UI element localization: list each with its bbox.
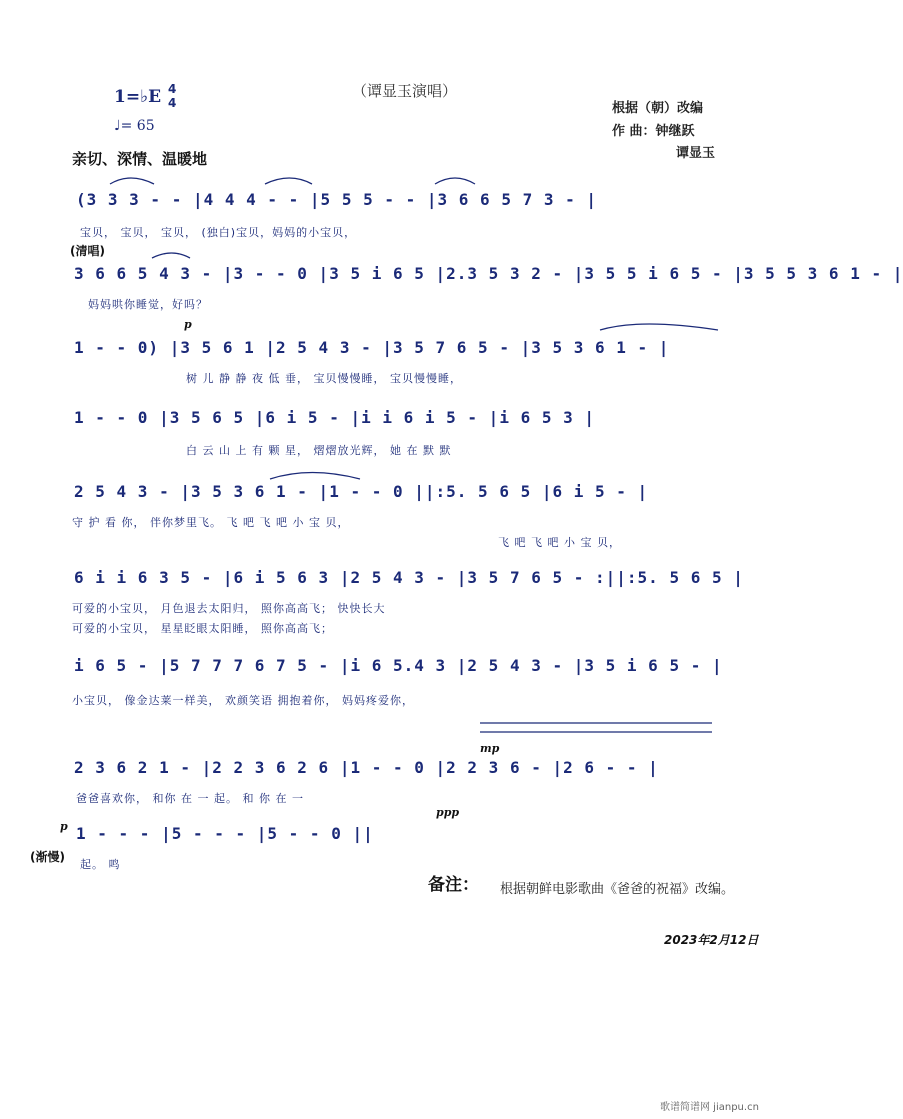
dynamic-p: p [184,318,192,331]
singer-credit: （谭显玉演唱） [352,82,458,100]
lyrics-row-5-verse-2: 飞 吧 飞 吧 小 宝 贝， [498,536,621,549]
meter-bottom: 4 [168,96,177,110]
notation-row-3: 1 - - 0) |3 5 6 1 |2 5 4 3 - |3 5 7 6 5 - |3 5 3 6 1 - | [74,338,670,357]
lyrics-row-3: 树 儿 静 静 夜 低 垂， 宝贝慢慢睡， 宝贝慢慢睡， [186,372,462,385]
dynamic-ppp: ppp [436,806,460,819]
notation-row-6: 6 i i 6 3 5 - |6 i 5 6 3 |2 5 4 3 - |3 5 7 6 5 - :||:5. 5 6 5 | [74,568,744,587]
ritardando-marking: (渐慢) [30,850,65,864]
lyrics-row-4: 白 云 山 上 有 颗 星， 熠熠放光辉， 她 在 默 默 [186,444,452,457]
slur [600,324,718,330]
notation-row-7: i 6 5 - |5 7 7 7 6 7 5 - |i 6 5.4 3 |2 5 4 3 - |3 5 i 6 5 - | [74,656,723,675]
lyrics-row-8: 爸爸喜欢你， 和你 在 一 起。 和 你 在 一 [76,792,304,805]
slur [270,473,360,480]
notation-row-2: 3 6 6 5 4 3 - |3 - - 0 |3 5 i 6 5 |2.3 5 3 2 - |3 5 5 i 6 5 - |3 5 5 3 6 1 - | [74,264,903,283]
lyrics-row-7: 小宝贝， 像金达莱一样美， 欢颜笑语 拥抱着你， 妈妈疼爱你， [72,694,414,707]
slur [152,253,190,258]
site-watermark: 歌谱简谱网 jianpu.cn [660,1102,759,1113]
section-marking: (清唱) [70,244,105,258]
dynamic-p-final: p [60,820,68,833]
key-signature: 1=♭E [114,87,162,107]
notation-row-5: 2 5 4 3 - |3 5 3 6 1 - |1 - - 0 ||:5. 5 6 5 |6 i 5 - | [74,482,649,501]
remark-text: 根据朝鲜电影歌曲《爸爸的祝福》改编。 [500,882,735,897]
lyrics-row-5: 守 护 看 你， 伴你梦里飞。 飞 吧 飞 吧 小 宝 贝， [72,516,350,529]
lyrics-row-9: 起。 鸣 [80,858,121,871]
dynamic-mp: mp [480,742,500,755]
slur [435,178,475,184]
remark-label: 备注： [428,875,479,895]
notation-row-8: 2 3 6 2 1 - |2 2 3 6 2 6 |1 - - 0 |2 2 3 6 - |2 6 - - | [74,758,659,777]
lyrics-row-2: 妈妈哄你睡觉，好吗？ [88,298,208,311]
slur [265,178,312,184]
notation-row-9: 1 - - - |5 - - - |5 - - 0 || [76,824,374,843]
expression-marking: 亲切、深情、温暖地 [72,150,208,168]
composer-credit: 作 曲：钟继跃 [612,124,695,139]
lyricist-credit: 谭显玉 [676,146,716,161]
slur [110,178,154,184]
notation-row-1: (3 3 3 - - |4 4 4 - - |5 5 5 - - |3 6 6 5 7 3 - | [76,190,598,209]
date-stamp: 2023年2月12日 [664,933,759,947]
meter-top: 4 [168,82,177,96]
tempo-marking: ♩= 65 [114,118,155,134]
lyrics-row-1: 宝贝， 宝贝， 宝贝， (独白)宝贝，妈妈的小宝贝， [80,226,357,239]
lyrics-row-6: 可爱的小宝贝， 月色退去太阳归， 照你高高飞； 快快长大 [72,602,386,615]
notation-row-4: 1 - - 0 |3 5 6 5 |6 i 5 - |i i 6 i 5 - |i 6 5 3 | [74,408,596,427]
arranger-credit: 根据（朝）改编 [612,101,704,116]
lyrics-row-6-verse-2: 可爱的小宝贝， 星星眨眼太阳睡， 照你高高飞； [72,622,333,635]
